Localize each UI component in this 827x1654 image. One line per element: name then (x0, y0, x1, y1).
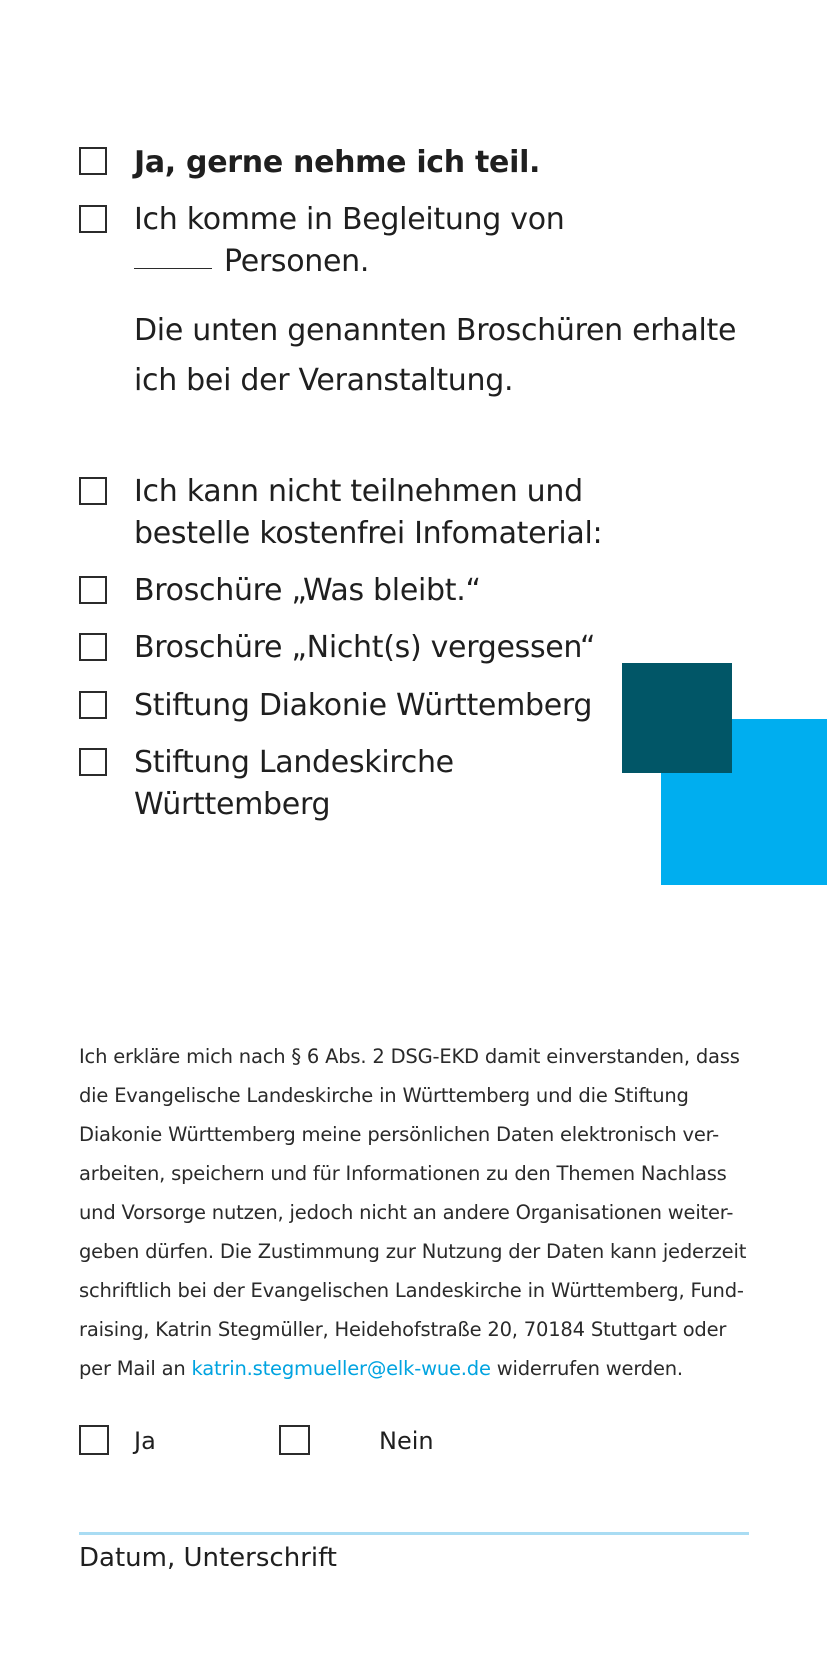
consent-line: Ich erkläre mich nach § 6 Abs. 2 DSG-EKD damit einverstanden, dass (79, 1045, 740, 1068)
foundation2-checkbox[interactable] (79, 748, 107, 776)
consent-line: raising, Katrin Stegmüller, Heidehofstraße 20, 70184 Stuttgart oder (79, 1318, 727, 1341)
decorative-dark-teal-square (622, 663, 732, 773)
consent-line: geben dürfen. Die Zustimmung zur Nutzung der Daten kann jederzeit (79, 1240, 747, 1263)
brochure1-checkbox[interactable] (79, 576, 107, 604)
brochure2-row (79, 633, 107, 661)
foundation2-row (79, 748, 107, 776)
decline-label-line1: Ich kann nicht teilnehmen und (134, 474, 583, 509)
consent-text (79, 1037, 759, 1388)
foundation1-row (79, 691, 107, 719)
attend-checkbox[interactable] (79, 147, 107, 175)
consent-mail-suffix: widerrufen werden. (490, 1357, 683, 1380)
companion-checkbox[interactable] (79, 205, 107, 233)
companion-label-line2 (134, 241, 369, 283)
signature-label: Datum, Unterschrift (79, 1543, 337, 1573)
consent-line: die Evangelische Landeskirche in Württemberg und die Stiftung (79, 1084, 689, 1107)
foundation1-checkbox[interactable] (79, 691, 107, 719)
foundation2-label-line2: Württemberg (134, 787, 331, 822)
consent-mail-prefix: per Mail an (79, 1357, 192, 1380)
brochure1-row (79, 576, 107, 604)
persons-count-blank[interactable] (134, 267, 212, 269)
decline-label-line2: bestelle kostenfrei Infomaterial: (134, 516, 603, 551)
companion-row (79, 205, 107, 233)
brochure2-label: Broschüre „Nicht(s) vergessen“ (134, 630, 596, 665)
brochure1-label: Broschüre „Was bleibt.“ (134, 573, 481, 608)
companion-label-line1: Ich komme in Begleitung von (134, 202, 565, 237)
brochure-note (134, 306, 736, 406)
consent-line: und Vorsorge nutzen, jedoch nicht an andere Organisationen weiter- (79, 1201, 734, 1224)
consent-line: Diakonie Württemberg meine persönlichen Daten elektronisch ver- (79, 1123, 720, 1146)
consent-yes-label: Ja (134, 1427, 156, 1455)
foundation1-label: Stiftung Diakonie Württemberg (134, 688, 593, 723)
consent-line: schriftlich bei der Evangelischen Landeskirche in Württemberg, Fund- (79, 1279, 744, 1302)
brochure2-checkbox[interactable] (79, 633, 107, 661)
decline-row (79, 477, 107, 505)
consent-yes-checkbox[interactable] (79, 1425, 109, 1455)
attend-row (79, 147, 107, 175)
consent-no-row (279, 1425, 310, 1455)
decline-checkbox[interactable] (79, 477, 107, 505)
consent-yes-row (79, 1425, 109, 1455)
consent-line: arbeiten, speichern und für Informationen zu den Themen Nachlass (79, 1162, 727, 1185)
email-link[interactable]: katrin.stegmueller@elk-wue.de (191, 1357, 491, 1380)
signature-line[interactable] (79, 1532, 749, 1535)
attend-label: Ja, gerne nehme ich teil. (134, 145, 541, 180)
note-line1: Die unten genannten Broschüren erhalte (134, 313, 737, 348)
foundation2-label-line1: Stiftung Landeskirche (134, 745, 454, 780)
persons-label: Personen. (224, 244, 370, 279)
note-line2: ich bei der Veranstaltung. (134, 363, 514, 398)
consent-no-checkbox[interactable] (279, 1425, 310, 1455)
consent-no-label: Nein (379, 1427, 434, 1455)
consent-line-last (79, 1349, 759, 1388)
